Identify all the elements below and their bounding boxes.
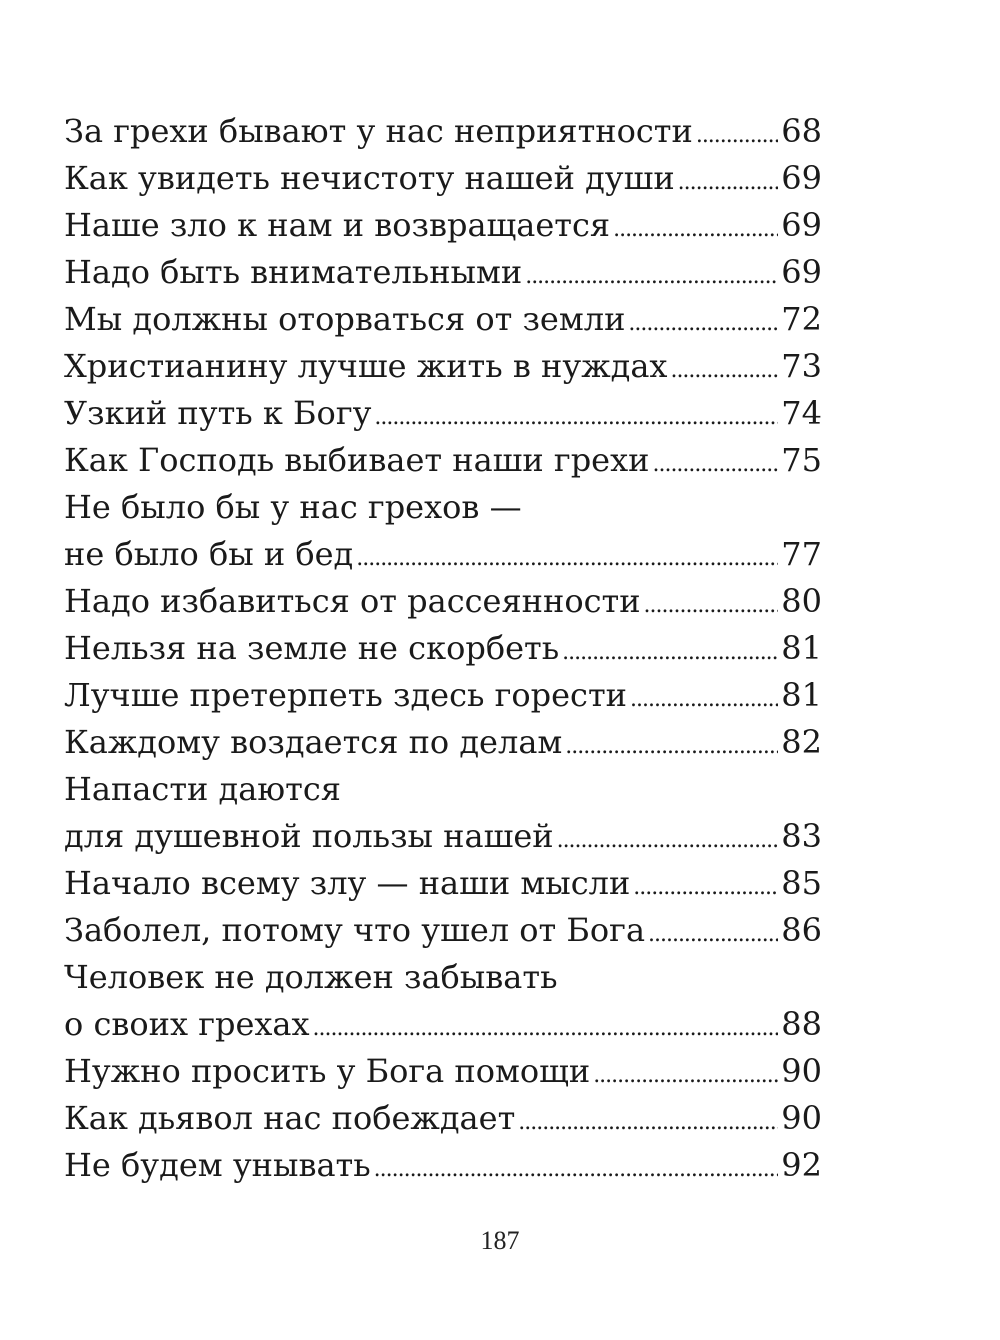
toc-entry (64, 719, 822, 766)
dot-leader (518, 1095, 778, 1146)
toc-entry-title: Нельзя на земле не скорбеть (64, 629, 560, 667)
toc-entry-title: Как Господь выбивает наши грехи (64, 441, 650, 479)
toc-entry-title: Христианину лучше жить в нуждах (64, 347, 668, 385)
toc-entry-page: 80 (781, 582, 822, 620)
dot-leader (628, 296, 778, 347)
toc-entry-page: 90 (781, 1052, 822, 1090)
dot-leader (525, 249, 778, 300)
toc-entry-page: 83 (781, 817, 822, 855)
toc-entry (64, 672, 822, 719)
toc-entry (64, 390, 822, 437)
dot-leader (356, 531, 778, 582)
toc-entry (64, 954, 822, 1048)
toc-entry-title: Как дьявол нас побеждает (64, 1099, 516, 1137)
dot-leader (630, 672, 778, 723)
toc-entry (64, 860, 822, 907)
toc-entry-title-line: Напасти даются (64, 770, 341, 808)
toc-entry-page: 69 (781, 159, 822, 197)
dot-leader (562, 625, 778, 676)
dot-leader (696, 108, 778, 159)
toc-entry (64, 437, 822, 484)
dot-leader (644, 578, 779, 629)
toc-entry-page: 75 (781, 441, 822, 479)
toc-entry (64, 1048, 822, 1095)
dot-leader (374, 1142, 779, 1193)
toc-entry-title: Начало всему злу — наши мысли (64, 864, 631, 902)
toc-entry-page: 74 (781, 394, 822, 432)
toc-entry (64, 766, 822, 860)
dot-leader (652, 437, 778, 488)
toc-entry-page: 90 (781, 1099, 822, 1137)
toc-entry (64, 1095, 822, 1142)
toc-entry-title: Каждому воздается по делам (64, 723, 563, 761)
toc-entry-page: 88 (781, 1005, 822, 1043)
toc-entry-page: 69 (781, 253, 822, 291)
toc-entry-title: За грехи бывают у нас неприятности (64, 112, 693, 150)
table-of-contents (64, 108, 822, 1189)
toc-entry-page: 85 (781, 864, 822, 902)
toc-entry (64, 578, 822, 625)
toc-entry-page: 69 (781, 206, 822, 244)
toc-entry-title: Не будем унывать (64, 1146, 371, 1184)
dot-leader (374, 390, 778, 441)
dot-leader (593, 1048, 778, 1099)
dot-leader (648, 907, 778, 958)
toc-entry (64, 202, 822, 249)
toc-entry-title: Заболел, потому что ушел от Бога (64, 911, 646, 949)
dot-leader (670, 343, 778, 394)
toc-entry-page: 77 (781, 535, 822, 573)
toc-entry-title: Надо быть внимательными (64, 253, 523, 291)
toc-entry-page: 72 (781, 300, 822, 338)
toc-entry (64, 484, 822, 578)
toc-entry-title: о своих грехах (64, 1005, 310, 1043)
toc-entry-title-line: Не было бы у нас грехов — (64, 488, 522, 526)
toc-entry-title: Узкий путь к Богу (64, 394, 372, 432)
toc-entry-title: Наше зло к нам и возвращается (64, 206, 611, 244)
toc-entry-title: не было бы и бед (64, 535, 354, 573)
toc-entry (64, 625, 822, 672)
dot-leader (313, 1001, 779, 1052)
dot-leader (557, 813, 779, 864)
dot-leader (633, 860, 778, 911)
toc-entry-title: Мы должны оторваться от земли (64, 300, 626, 338)
toc-entry-page: 81 (781, 629, 822, 667)
toc-entry (64, 343, 822, 390)
toc-entry (64, 108, 822, 155)
page-number: 187 (480, 1226, 520, 1255)
dot-leader (678, 155, 779, 206)
toc-entry (64, 1142, 822, 1189)
toc-entry-page: 82 (781, 723, 822, 761)
toc-entry-page: 86 (781, 911, 822, 949)
toc-entry-title: Как увидеть нечистоту нашей души (64, 159, 675, 197)
toc-entry-page: 81 (781, 676, 822, 714)
dot-leader (613, 202, 778, 253)
toc-entry-title: для душевной пользы нашей (64, 817, 554, 855)
toc-entry-page: 92 (781, 1146, 822, 1184)
toc-entry (64, 907, 822, 954)
toc-entry-title: Нужно просить у Бога помощи (64, 1052, 591, 1090)
toc-entry-page: 73 (781, 347, 822, 385)
toc-entry-title-line: Человек не должен забывать (64, 958, 558, 996)
toc-entry (64, 296, 822, 343)
toc-entry-title: Лучше претерпеть здесь горести (64, 676, 627, 714)
dot-leader (565, 719, 778, 770)
toc-entry-page: 68 (781, 112, 822, 150)
toc-entry (64, 249, 822, 296)
toc-entry-title: Надо избавиться от рассеянности (64, 582, 641, 620)
toc-entry (64, 155, 822, 202)
